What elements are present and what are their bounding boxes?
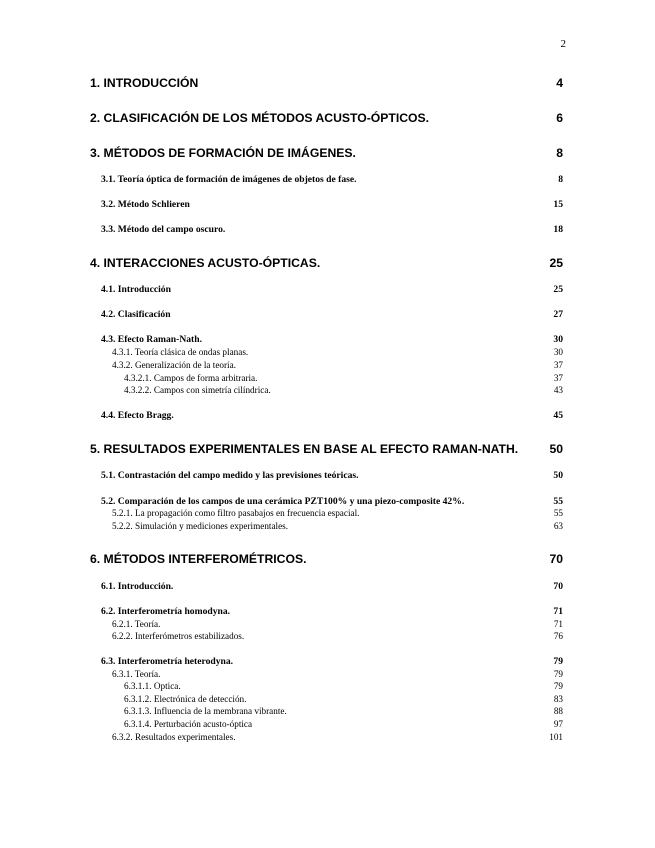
toc-title: 2. CLASIFICACIÓN DE LOS MÉTODOS ACUSTO-ÓPTICOS.: [90, 111, 430, 125]
toc-page: 37: [553, 360, 563, 370]
toc-title: 3.3. Método del campo oscuro.: [101, 224, 226, 235]
toc-title: 6.3.2. Resultados experimentales.: [112, 732, 236, 742]
toc-page: 25: [553, 284, 563, 295]
toc-title: 5.2.2. Simulación y mediciones experimentales.: [112, 521, 289, 531]
toc-title: 3. MÉTODOS DE FORMACIÓN DE IMÁGENES.: [90, 146, 356, 160]
toc-page: 45: [553, 410, 563, 421]
toc-page: 25: [549, 256, 563, 270]
toc-page: 55: [553, 496, 563, 507]
toc-title: 6.3.1.3. Influencia de la membrana vibrante.: [124, 706, 287, 716]
toc-page: 6: [556, 111, 563, 125]
toc-page: 8: [558, 174, 563, 185]
toc-title: 6.3.1.4. Perturbación acusto-óptica: [124, 719, 253, 729]
toc-page: 71: [553, 619, 563, 629]
toc-page: 79: [553, 669, 563, 679]
page-number: 2: [560, 38, 566, 50]
toc-page: 37: [553, 373, 563, 383]
toc-title: 4.3.1. Teoría clásica de ondas planas.: [112, 347, 249, 357]
toc-title: 4.4. Efecto Bragg.: [101, 410, 174, 421]
toc-page: 15: [553, 199, 563, 210]
toc-page: 63: [553, 521, 563, 531]
toc-page: 43: [553, 385, 563, 395]
toc-page: 76: [553, 631, 563, 641]
toc-page: 101: [549, 732, 563, 742]
toc-title: 3.2. Método Schlieren: [101, 199, 190, 210]
toc-title: 6.3.1.1. Optica.: [124, 681, 181, 691]
toc-page: 83: [553, 694, 563, 704]
toc-title: 5.2. Comparación de los campos de una cerámica PZT100% y una piezo-composite 42%.: [101, 496, 465, 507]
toc-page: 50: [553, 470, 563, 481]
toc-title: 6.2.2. Interferómetros estabilizados.: [112, 631, 245, 641]
toc-page: 18: [553, 224, 563, 235]
toc-page: 50: [549, 442, 563, 456]
toc-page: 79: [553, 656, 563, 667]
toc-page: 30: [553, 334, 563, 345]
toc-title: 6.3.1.2. Electrónica de detección.: [124, 694, 247, 704]
toc-page: 88: [553, 706, 563, 716]
toc-page: 27: [553, 309, 563, 320]
toc-title: 5.2.1. La propagación como filtro pasabajos en frecuencia espacial.: [112, 508, 360, 518]
toc-title: 6.1. Introducción.: [101, 581, 174, 592]
toc-title: 4.3.2.1. Campos de forma arbitraria.: [124, 373, 258, 383]
toc-title: 1. INTRODUCCIÓN: [90, 76, 199, 90]
toc-page: 71: [553, 606, 563, 617]
toc-title: 5. RESULTADOS EXPERIMENTALES EN BASE AL EFECTO RAMAN-NATH.: [90, 442, 519, 456]
toc-title: 6.2. Interferometría homodyna.: [101, 606, 231, 617]
toc-title: 4.1. Introducción: [101, 284, 171, 295]
toc-title: 4.3.2.2. Campos con simetría cilíndrica.: [124, 385, 271, 395]
toc-page: 4: [556, 76, 563, 90]
toc-title: 4.2. Clasificación: [101, 309, 171, 320]
toc-page: 79: [553, 681, 563, 691]
toc-page: 70: [553, 581, 563, 592]
toc-title: 4.3. Efecto Raman-Nath.: [101, 334, 202, 345]
toc-title: 6.3. Interferometría heterodyna.: [101, 656, 234, 667]
toc-title: 4. INTERACCIONES ACUSTO-ÓPTICAS.: [90, 256, 321, 270]
toc-title: 4.3.2. Generalización de la teoría.: [112, 360, 236, 370]
toc-title: 5.1. Contrastación del campo medido y las previsiones teóricas.: [101, 470, 359, 481]
toc-page: 55: [553, 508, 563, 518]
toc-title: 6.3.1. Teoría.: [112, 669, 161, 679]
toc-page: 30: [553, 347, 563, 357]
toc-page: 70: [549, 552, 563, 566]
toc-title: 6.2.1. Teoría.: [112, 619, 161, 629]
toc-page: 8: [556, 146, 563, 160]
toc-title: 3.1. Teoría óptica de formación de imágenes de objetos de fase.: [101, 174, 357, 185]
toc-page: 97: [553, 719, 563, 729]
toc-title: 6. MÉTODOS INTERFEROMÉTRICOS.: [90, 552, 307, 566]
